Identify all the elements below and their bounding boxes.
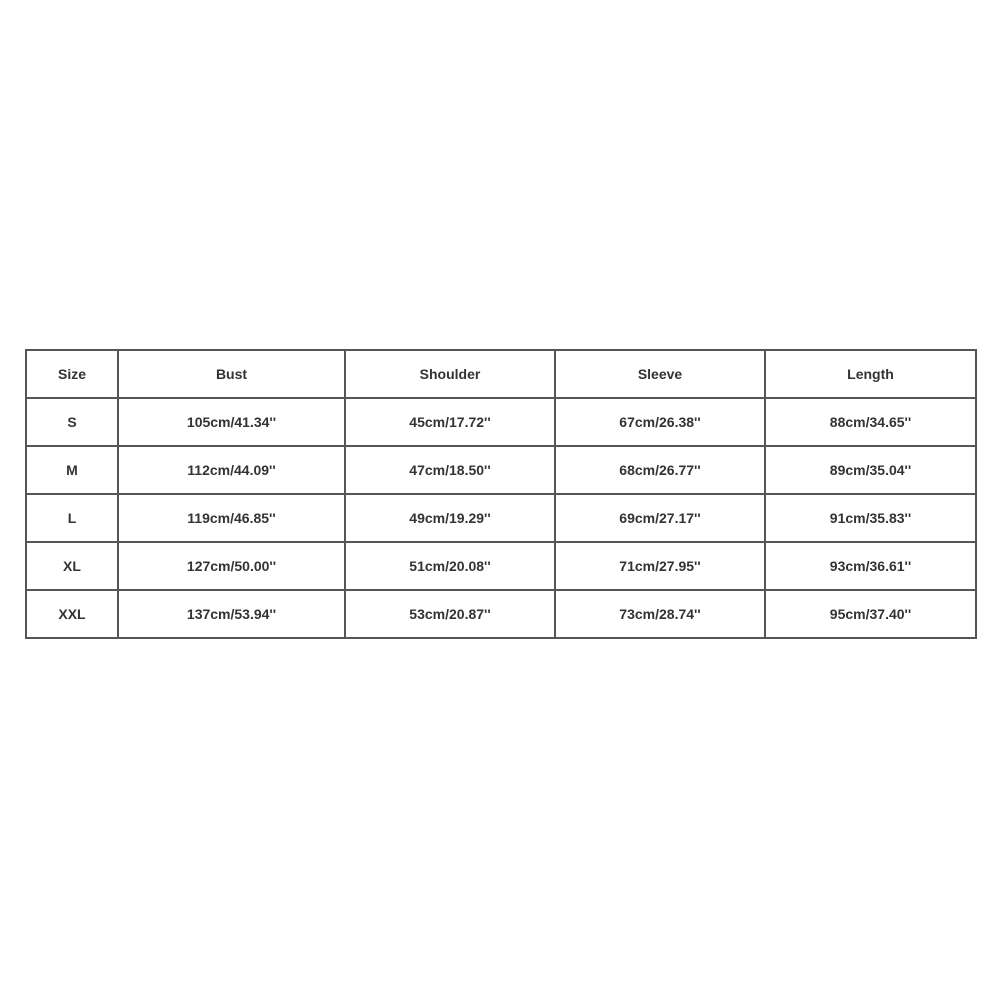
cell-bust: 137cm/53.94'' xyxy=(118,590,345,638)
header-shoulder: Shoulder xyxy=(345,350,555,398)
table-row xyxy=(26,590,976,638)
cell-shoulder: 45cm/17.72'' xyxy=(345,398,555,446)
cell-bust: 127cm/50.00'' xyxy=(118,542,345,590)
cell-length: 93cm/36.61'' xyxy=(765,542,976,590)
cell-length: 88cm/34.65'' xyxy=(765,398,976,446)
cell-bust: 112cm/44.09'' xyxy=(118,446,345,494)
table-row xyxy=(26,494,976,542)
header-length: Length xyxy=(765,350,976,398)
cell-sleeve: 67cm/26.38'' xyxy=(555,398,765,446)
table-row xyxy=(26,398,976,446)
cell-size: S xyxy=(26,398,118,446)
cell-length: 95cm/37.40'' xyxy=(765,590,976,638)
cell-length: 89cm/35.04'' xyxy=(765,446,976,494)
cell-shoulder: 47cm/18.50'' xyxy=(345,446,555,494)
cell-bust: 119cm/46.85'' xyxy=(118,494,345,542)
table-row xyxy=(26,542,976,590)
cell-sleeve: 73cm/28.74'' xyxy=(555,590,765,638)
cell-shoulder: 51cm/20.08'' xyxy=(345,542,555,590)
cell-size: XXL xyxy=(26,590,118,638)
header-row xyxy=(26,350,976,398)
cell-length: 91cm/35.83'' xyxy=(765,494,976,542)
cell-sleeve: 68cm/26.77'' xyxy=(555,446,765,494)
cell-bust: 105cm/41.34'' xyxy=(118,398,345,446)
cell-shoulder: 49cm/19.29'' xyxy=(345,494,555,542)
cell-size: M xyxy=(26,446,118,494)
cell-sleeve: 71cm/27.95'' xyxy=(555,542,765,590)
cell-size: XL xyxy=(26,542,118,590)
cell-shoulder: 53cm/20.87'' xyxy=(345,590,555,638)
table-row xyxy=(26,446,976,494)
cell-sleeve: 69cm/27.17'' xyxy=(555,494,765,542)
cell-size: L xyxy=(26,494,118,542)
header-sleeve: Sleeve xyxy=(555,350,765,398)
header-bust: Bust xyxy=(118,350,345,398)
header-size: Size xyxy=(26,350,118,398)
size-chart-table xyxy=(25,349,977,639)
